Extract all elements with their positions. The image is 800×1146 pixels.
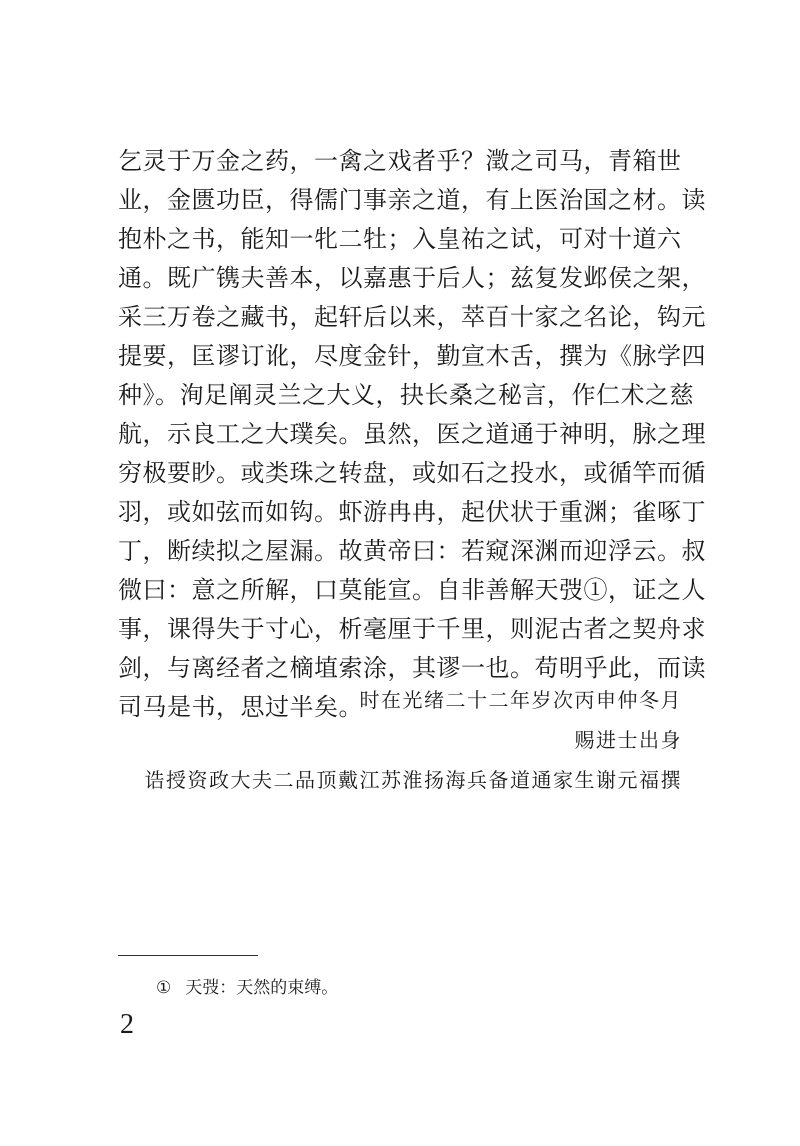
signature-date-line: 时在光绪二十二年岁次丙申仲冬月 (359, 688, 682, 712)
body-line: 剑，与离经者之樀埴索涂，其谬一也。苟明乎此，而读 (118, 654, 706, 682)
body-line: 羽，或如弦而如钩。虾游冉冉，起伏状于重渊；雀啄丁 (118, 498, 706, 526)
body-line: 提要，匡谬订讹，尽度金针，勤宣木舌，撰为《脉学四 (118, 342, 706, 370)
body-line: 司马是书，思过半矣。 (118, 693, 363, 721)
body-line: 通。既广镌夫善本，以嘉惠于后人；兹复发邺侯之架， (118, 264, 706, 292)
signature-author-line: 诰授资政大夫二品顶戴江苏淮扬海兵备道通家生谢元福撰 (144, 768, 682, 792)
body-line: 采三万卷之藏书，起轩后以来，萃百十家之名论，钩元 (118, 303, 706, 331)
body-line: 航，示良工之大璞矣。虽然，医之道通于神明，脉之理 (118, 420, 706, 448)
body-line: 丁，断续拟之屋漏。故黄帝曰：若窥深渊而迎浮云。叔 (118, 537, 706, 565)
signature-block (112, 680, 682, 800)
body-line: 业，金匮功臣，得儒门事亲之道，有上医治国之材。读 (118, 186, 706, 214)
body-line: 乞灵于万金之药，一禽之戏者乎？澂之司马，青箱世 (118, 147, 682, 175)
body-line: 穷极要眇。或类珠之转盘，或如石之投水，或循竿而循 (118, 459, 706, 487)
footnote-text: 天弢：天然的束缚。 (185, 978, 339, 998)
body-line: 微曰：意之所解，口莫能宣。自非善解天弢①，证之人 (118, 576, 706, 604)
footnote-divider (118, 955, 258, 956)
body-line: 种》。洵足阐灵兰之大义，抉长桑之秘言，作仁术之慈 (118, 381, 694, 409)
body-line: 事，课得失于寸心，析毫厘于千里，则泥古者之契舟求 (118, 615, 706, 643)
page-number: 2 (120, 1009, 134, 1040)
body-line: 抱朴之书，能知一牝二牡；入皇祐之试，可对十道六 (118, 225, 682, 253)
preface-body-text (118, 142, 706, 727)
footnote (156, 975, 338, 1001)
footnote-marker: ① (156, 978, 172, 998)
signature-title-line: 赐进士出身 (574, 728, 682, 752)
